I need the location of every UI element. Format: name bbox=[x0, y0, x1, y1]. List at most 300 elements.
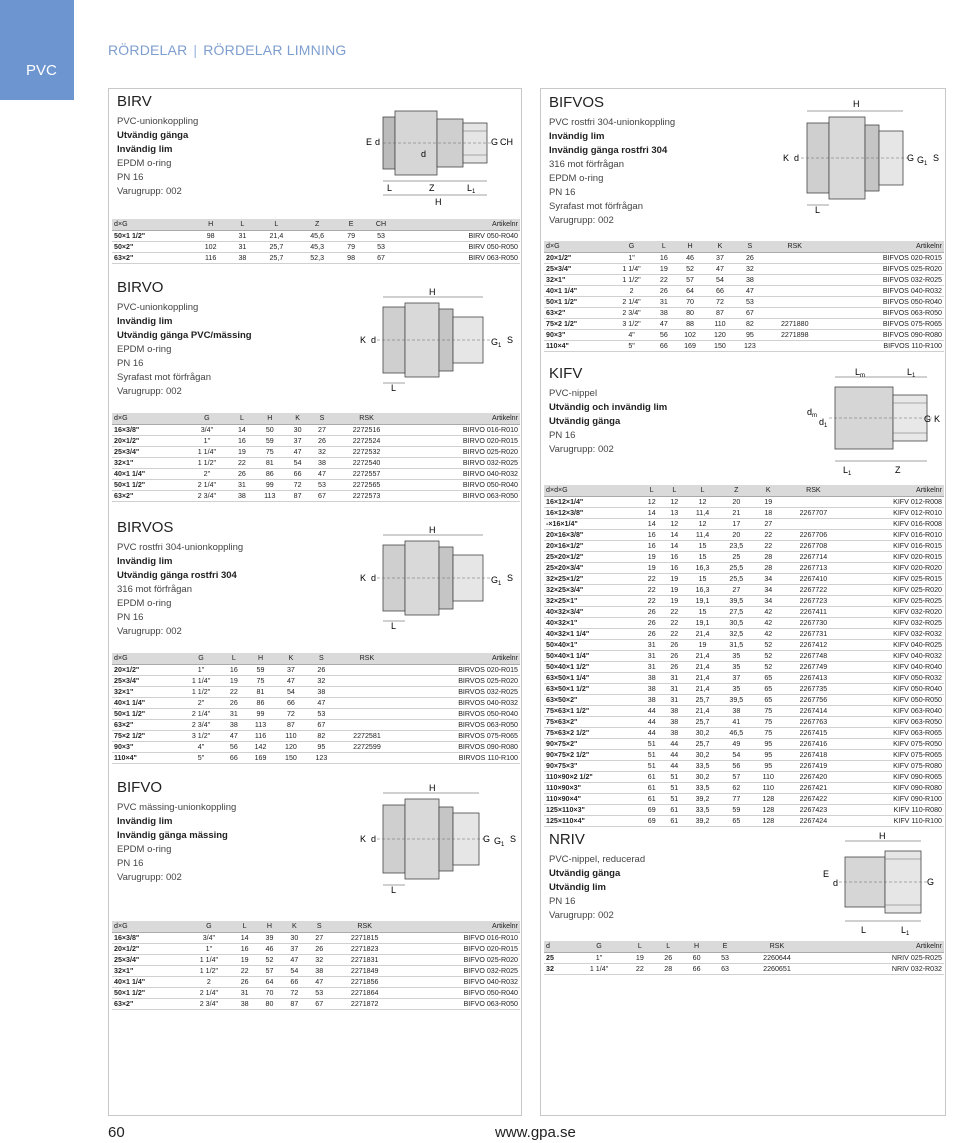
table-cell: 25×3/4" bbox=[112, 954, 186, 965]
table-cell bbox=[337, 719, 398, 730]
table-cell: 28 bbox=[753, 551, 783, 562]
table-cell: 2 bbox=[610, 285, 652, 296]
nriv-desc-line: Utvändig lim bbox=[549, 882, 607, 893]
footer-url[interactable]: www.gpa.se bbox=[495, 1124, 576, 1141]
table-cell: 41 bbox=[719, 716, 753, 727]
nriv-desc-line: PN 16 bbox=[549, 896, 576, 907]
column-header: K bbox=[282, 921, 307, 932]
table-cell bbox=[765, 252, 825, 263]
nriv-table bbox=[544, 941, 944, 975]
table-row bbox=[544, 749, 944, 760]
table-cell: 90×75×2" bbox=[544, 738, 640, 749]
table-cell: 75 bbox=[753, 716, 783, 727]
column-header: L bbox=[663, 485, 686, 496]
table-cell: 2260644 bbox=[739, 952, 815, 963]
table-cell: 27 bbox=[719, 584, 753, 595]
table-cell: 2 3/4" bbox=[610, 307, 652, 318]
table-cell: 2267421 bbox=[783, 782, 843, 793]
table-cell: 61 bbox=[663, 815, 686, 826]
birvos-desc-line: Invändig lim bbox=[117, 556, 173, 567]
table-cell: 21 bbox=[719, 507, 753, 518]
table-cell: 1 1/4" bbox=[184, 446, 230, 457]
column-header: E bbox=[338, 219, 365, 230]
table-cell: 44 bbox=[640, 727, 663, 738]
table-cell: BIRV 050-R050 bbox=[397, 241, 520, 252]
table-cell: 27 bbox=[307, 932, 332, 943]
nriv-dim-l: L bbox=[861, 925, 867, 935]
table-cell: 50×1 1/2" bbox=[112, 708, 180, 719]
table-cell: 4" bbox=[180, 741, 223, 752]
table-row bbox=[544, 639, 944, 650]
table-cell: 2272540 bbox=[334, 457, 399, 468]
table-cell: BIFVOS 020-R015 bbox=[825, 252, 944, 263]
table-cell: 2271823 bbox=[332, 943, 398, 954]
birvos-title: BIRVOS bbox=[117, 519, 174, 536]
table-cell: 22 bbox=[222, 686, 245, 697]
table-cell: KIFV 090-R100 bbox=[843, 793, 944, 804]
table-cell: 31 bbox=[229, 241, 256, 252]
table-cell: BIFVO 050-R040 bbox=[398, 987, 520, 998]
table-row bbox=[544, 252, 944, 263]
column-header: Artikelnr bbox=[399, 413, 520, 424]
table-cell: KIFV 040-R025 bbox=[843, 639, 944, 650]
birv-desc-line: PN 16 bbox=[117, 172, 144, 183]
bifvo-dim-d: d bbox=[371, 834, 377, 844]
table-cell: 75×2 1/2" bbox=[112, 730, 180, 741]
table-cell: 22 bbox=[653, 274, 675, 285]
table-cell: 52 bbox=[675, 263, 705, 274]
table-cell: 87 bbox=[285, 490, 309, 501]
table-cell: 38 bbox=[663, 727, 686, 738]
table-cell: 99 bbox=[245, 708, 275, 719]
table-cell: 40×1 1/4" bbox=[544, 285, 610, 296]
table-cell: 2267763 bbox=[783, 716, 843, 727]
table-cell: BIFVOS 110-R100 bbox=[825, 340, 944, 351]
table-cell: 25 bbox=[544, 952, 572, 963]
table-row bbox=[544, 672, 944, 683]
table-cell: 47 bbox=[306, 697, 336, 708]
birvo-dim-d: d bbox=[371, 335, 377, 345]
table-cell bbox=[765, 307, 825, 318]
table-cell: 46 bbox=[675, 252, 705, 263]
column-header: G bbox=[186, 921, 233, 932]
table-cell: NRIV 025-R025 bbox=[815, 952, 944, 963]
table-cell: 120 bbox=[276, 741, 306, 752]
table-cell: 67 bbox=[306, 719, 336, 730]
table-cell: 2271880 bbox=[765, 318, 825, 329]
table-cell bbox=[765, 296, 825, 307]
kifv-desc-line: PN 16 bbox=[549, 430, 576, 441]
table-cell: 39 bbox=[257, 932, 282, 943]
table-cell: 45,3 bbox=[297, 241, 338, 252]
table-cell: 125×110×3" bbox=[544, 804, 640, 815]
left-panel bbox=[108, 88, 522, 1116]
table-row bbox=[544, 815, 944, 826]
table-cell: 32 bbox=[735, 263, 765, 274]
table-cell: 16 bbox=[232, 943, 257, 954]
table-cell: 1 1/4" bbox=[610, 263, 652, 274]
table-cell: 26 bbox=[232, 976, 257, 987]
table-cell: 1 1/4" bbox=[186, 954, 233, 965]
column-header: K bbox=[705, 241, 735, 252]
bifvos-dim-d: d bbox=[794, 153, 800, 163]
table-cell: KIFV 050-R032 bbox=[843, 672, 944, 683]
table-cell: 16 bbox=[653, 252, 675, 263]
table-cell: 1" bbox=[610, 252, 652, 263]
table-cell: 22 bbox=[640, 573, 663, 584]
birvos-table bbox=[112, 653, 520, 764]
bifvos-title: BIFVOS bbox=[549, 94, 605, 111]
table-cell: KIFV 050-R050 bbox=[843, 694, 944, 705]
table-cell: 72 bbox=[282, 987, 307, 998]
column-header: H bbox=[675, 241, 705, 252]
table-row bbox=[544, 318, 944, 329]
table-cell bbox=[783, 518, 843, 529]
table-cell: 65 bbox=[753, 683, 783, 694]
table-cell: 56 bbox=[719, 760, 753, 771]
table-cell: 26 bbox=[663, 639, 686, 650]
birv-section bbox=[117, 93, 357, 199]
table-cell: 20×1/2" bbox=[112, 943, 186, 954]
table-cell: 75 bbox=[254, 446, 285, 457]
table-cell: BIFVOS 090-R080 bbox=[825, 329, 944, 340]
table-cell: 38 bbox=[640, 683, 663, 694]
table-row bbox=[112, 719, 520, 730]
table-cell: 26 bbox=[306, 664, 336, 675]
table-cell: 22 bbox=[753, 540, 783, 551]
birvo-desc-line: PVC-unionkoppling bbox=[117, 302, 199, 313]
table-cell: 2267410 bbox=[783, 573, 843, 584]
kifv-desc-line: Utvändig och invändig lim bbox=[549, 402, 668, 413]
table-cell: 2267416 bbox=[783, 738, 843, 749]
column-header: d×G bbox=[112, 921, 186, 932]
table-cell: 32,5 bbox=[719, 628, 753, 639]
table-cell: 32×25×3/4" bbox=[544, 584, 640, 595]
table-row bbox=[112, 730, 520, 741]
table-cell: BIFVO 025-R020 bbox=[398, 954, 520, 965]
kifv-dim-lt: $L_1$ bbox=[843, 465, 852, 477]
table-cell: 16 bbox=[640, 540, 663, 551]
column-header: RSK bbox=[765, 241, 825, 252]
table-cell: BIRV 050-R040 bbox=[397, 230, 520, 241]
table-cell: 53 bbox=[306, 708, 336, 719]
table-cell: 2267730 bbox=[783, 617, 843, 628]
bifvos-drawing bbox=[779, 97, 943, 213]
birv-desc-line: Varugrupp: 002 bbox=[117, 186, 182, 197]
table-cell: 38 bbox=[640, 672, 663, 683]
table-cell: 26 bbox=[653, 285, 675, 296]
table-row bbox=[544, 727, 944, 738]
column-header: Artikelnr bbox=[397, 219, 520, 230]
column-header: L bbox=[232, 921, 257, 932]
table-cell: 75×63×2" bbox=[544, 716, 640, 727]
table-cell: 44 bbox=[640, 716, 663, 727]
table-cell: 110 bbox=[753, 782, 783, 793]
column-header: RSK bbox=[783, 485, 843, 496]
table-cell: 47 bbox=[285, 446, 309, 457]
breadcrumb-item: RÖRDELAR bbox=[108, 42, 188, 58]
table-row bbox=[112, 987, 520, 998]
table-cell: 19 bbox=[686, 639, 720, 650]
table-cell: 65 bbox=[753, 672, 783, 683]
table-cell: 123 bbox=[306, 752, 336, 763]
birv-dim-l: L bbox=[387, 183, 393, 193]
table-cell: 35 bbox=[719, 650, 753, 661]
table-cell: 16×3/8" bbox=[112, 932, 186, 943]
table-cell: KIFV 016-R008 bbox=[843, 518, 944, 529]
bifvos-dim-l: L bbox=[815, 205, 821, 215]
column-header: d×G bbox=[112, 413, 184, 424]
table-cell: 26 bbox=[310, 435, 334, 446]
column-header: Artikelnr bbox=[815, 941, 944, 952]
table-cell: KIFV 012-R008 bbox=[843, 496, 944, 507]
table-cell: 53 bbox=[310, 479, 334, 490]
table-header-row bbox=[112, 921, 520, 932]
table-cell: 63×2" bbox=[112, 490, 184, 501]
table-cell: 31,5 bbox=[719, 639, 753, 650]
table-cell: 142 bbox=[245, 741, 275, 752]
table-cell: 14 bbox=[663, 540, 686, 551]
bifvos-desc-line: EPDM o-ring bbox=[549, 173, 604, 184]
table-cell: 31 bbox=[640, 639, 663, 650]
table-cell: NRIV 032-R032 bbox=[815, 963, 944, 974]
pvc-tab bbox=[0, 0, 74, 100]
column-header: L bbox=[654, 941, 682, 952]
table-cell: 113 bbox=[254, 490, 285, 501]
table-cell: BIRVO 020-R015 bbox=[399, 435, 520, 446]
table-cell: KIFV 032-R025 bbox=[843, 617, 944, 628]
table-cell: 77 bbox=[719, 793, 753, 804]
table-cell: 2267707 bbox=[783, 507, 843, 518]
table-cell: 19 bbox=[222, 675, 245, 686]
table-cell: 52 bbox=[753, 650, 783, 661]
birvo-title: BIRVO bbox=[117, 279, 164, 296]
table-cell: 1 1/2" bbox=[184, 457, 230, 468]
table-cell: BIFVO 020-R015 bbox=[398, 943, 520, 954]
table-cell: KIFV 020-R015 bbox=[843, 551, 944, 562]
table-cell: 40×32×3/4" bbox=[544, 606, 640, 617]
column-header: L bbox=[626, 941, 654, 952]
bifvos-desc-line: PN 16 bbox=[549, 187, 576, 198]
nriv-dim-d: d bbox=[833, 878, 839, 888]
table-header-row bbox=[544, 485, 944, 496]
table-row bbox=[112, 490, 520, 501]
table-row bbox=[544, 606, 944, 617]
table-cell: 30,2 bbox=[686, 727, 720, 738]
birvo-drawing bbox=[357, 287, 519, 391]
table-cell: 38 bbox=[230, 490, 254, 501]
column-header: Artikelnr bbox=[397, 653, 520, 664]
table-cell: 16 bbox=[230, 435, 254, 446]
table-cell: 20×1/2" bbox=[112, 664, 180, 675]
table-cell: 35 bbox=[719, 683, 753, 694]
table-cell: 16,3 bbox=[686, 562, 720, 573]
nriv-dim-e: E bbox=[823, 869, 830, 879]
table-cell: 81 bbox=[245, 686, 275, 697]
table-cell: 32×1" bbox=[544, 274, 610, 285]
table-row bbox=[544, 573, 944, 584]
table-row bbox=[544, 285, 944, 296]
column-header: RSK bbox=[739, 941, 815, 952]
bifvos-desc-line: Varugrupp: 002 bbox=[549, 215, 614, 226]
table-row bbox=[544, 963, 944, 974]
table-cell: 31 bbox=[230, 479, 254, 490]
table-cell: 20×1/2" bbox=[544, 252, 610, 263]
table-header-row bbox=[112, 413, 520, 424]
table-cell: 110 bbox=[276, 730, 306, 741]
table-cell: 90×75×3" bbox=[544, 760, 640, 771]
table-cell: 53 bbox=[365, 241, 398, 252]
table-row bbox=[112, 697, 520, 708]
birv-dim-z: Z bbox=[429, 183, 435, 193]
table-cell: 14 bbox=[230, 424, 254, 435]
column-header: H bbox=[254, 413, 285, 424]
page-number: 60 bbox=[108, 1124, 125, 1141]
table-cell: 82 bbox=[735, 318, 765, 329]
table-row bbox=[544, 650, 944, 661]
table-cell: 26 bbox=[735, 252, 765, 263]
bifvos-dim-k: K bbox=[783, 153, 790, 163]
table-cell: BIFVO 032-R025 bbox=[398, 965, 520, 976]
table-cell: 99 bbox=[254, 479, 285, 490]
birvo-desc-line: EPDM o-ring bbox=[117, 344, 172, 355]
table-cell: 56 bbox=[222, 741, 245, 752]
table-cell: 67 bbox=[307, 998, 332, 1009]
table-cell: 125×110×4" bbox=[544, 815, 640, 826]
table-cell: 19,1 bbox=[686, 595, 720, 606]
table-cell: BIRVOS 063-R050 bbox=[397, 719, 520, 730]
bifvo-table bbox=[112, 921, 520, 1010]
table-cell: 2267731 bbox=[783, 628, 843, 639]
table-cell: 25×20×3/4" bbox=[544, 562, 640, 573]
table-cell: KIFV 040-R040 bbox=[843, 661, 944, 672]
table-cell: 25×3/4" bbox=[112, 446, 184, 457]
table-cell: KIFV 090-R080 bbox=[843, 782, 944, 793]
column-header: G bbox=[610, 241, 652, 252]
bifvo-title: BIFVO bbox=[117, 779, 163, 796]
table-cell: 60 bbox=[682, 952, 710, 963]
table-cell: KIFV 040-R032 bbox=[843, 650, 944, 661]
table-cell: 2272565 bbox=[334, 479, 399, 490]
table-cell: 37 bbox=[276, 664, 306, 675]
table-cell bbox=[337, 686, 398, 697]
table-row bbox=[544, 329, 944, 340]
table-cell: KIFV 016-R010 bbox=[843, 529, 944, 540]
table-cell: 22 bbox=[663, 606, 686, 617]
table-cell: 19 bbox=[653, 263, 675, 274]
table-cell: 2 1/4" bbox=[184, 479, 230, 490]
table-cell: 25,5 bbox=[719, 562, 753, 573]
table-cell bbox=[765, 285, 825, 296]
table-cell: 16 bbox=[222, 664, 245, 675]
table-cell: 33,5 bbox=[686, 804, 720, 815]
table-cell: 50×2" bbox=[112, 241, 193, 252]
table-cell: BIRVOS 040-R032 bbox=[397, 697, 520, 708]
bifvo-section bbox=[117, 779, 357, 885]
table-cell: 66 bbox=[653, 340, 675, 351]
column-header: H bbox=[682, 941, 710, 952]
table-cell: 2272557 bbox=[334, 468, 399, 479]
bifvos-desc-line: Syrafast mot förfrågan bbox=[549, 201, 643, 212]
table-cell: 19 bbox=[626, 952, 654, 963]
table-cell: 72 bbox=[276, 708, 306, 719]
birvos-desc-line: PN 16 bbox=[117, 612, 144, 623]
table-cell: 32×1" bbox=[112, 965, 186, 976]
table-cell: 25,7 bbox=[256, 252, 297, 263]
bifvos-dim-g: G bbox=[907, 153, 915, 163]
table-cell: 21,4 bbox=[686, 650, 720, 661]
table-cell: 26 bbox=[222, 697, 245, 708]
table-cell: 16×12×3/8" bbox=[544, 507, 640, 518]
table-cell: 19 bbox=[663, 573, 686, 584]
table-cell: 2272599 bbox=[337, 741, 398, 752]
table-cell: 1" bbox=[180, 664, 223, 675]
table-row bbox=[544, 661, 944, 672]
right-panel bbox=[540, 88, 946, 1116]
column-header: L bbox=[640, 485, 663, 496]
table-row bbox=[544, 296, 944, 307]
table-cell: BIFVOS 050-R040 bbox=[825, 296, 944, 307]
birvo-dim-k: K bbox=[360, 335, 367, 345]
table-cell: 16 bbox=[663, 562, 686, 573]
birv-desc-line: PVC-unionkoppling bbox=[117, 116, 199, 127]
table-cell: KIFV 110-R080 bbox=[843, 804, 944, 815]
table-cell: KIFV 025-R020 bbox=[843, 584, 944, 595]
table-cell: 47 bbox=[653, 318, 675, 329]
kifv-description bbox=[549, 387, 789, 457]
column-header: Artikelnr bbox=[825, 241, 944, 252]
table-cell: KIFV 063-R050 bbox=[843, 716, 944, 727]
table-cell: 25,7 bbox=[256, 241, 297, 252]
table-cell: 80 bbox=[257, 998, 282, 1009]
table-cell: 2267723 bbox=[783, 595, 843, 606]
table-cell: BIFVO 016-R010 bbox=[398, 932, 520, 943]
table-cell: BIRVOS 025-R020 bbox=[397, 675, 520, 686]
kifv-table bbox=[544, 485, 944, 827]
bifvos-dim-g1: $G_1$ bbox=[917, 155, 928, 167]
bifvo-desc-line: Varugrupp: 002 bbox=[117, 872, 182, 883]
table-cell: 90×3" bbox=[544, 329, 610, 340]
table-cell: 32 bbox=[310, 446, 334, 457]
table-row bbox=[544, 683, 944, 694]
table-cell: KIFV 110-R100 bbox=[843, 815, 944, 826]
table-cell: 19 bbox=[640, 551, 663, 562]
table-cell: 47 bbox=[276, 675, 306, 686]
table-cell: 2267419 bbox=[783, 760, 843, 771]
table-cell: 30,5 bbox=[719, 617, 753, 628]
birvo-desc-line: Varugrupp: 002 bbox=[117, 386, 182, 397]
table-cell: 70 bbox=[675, 296, 705, 307]
table-cell: 25 bbox=[719, 551, 753, 562]
bifvo-desc-line: Invändig gänga mässing bbox=[117, 830, 228, 841]
table-cell: 25×3/4" bbox=[544, 263, 610, 274]
birvo-description bbox=[117, 301, 357, 399]
column-header: G bbox=[572, 941, 625, 952]
table-cell: 31 bbox=[653, 296, 675, 307]
table-cell: 22 bbox=[626, 963, 654, 974]
table-cell: 2260651 bbox=[739, 963, 815, 974]
kifv-dim-dm: $d_m$ bbox=[807, 407, 818, 419]
column-header: Artikelnr bbox=[843, 485, 944, 496]
table-row bbox=[544, 307, 944, 318]
table-cell: 87 bbox=[282, 998, 307, 1009]
column-header: K bbox=[285, 413, 309, 424]
table-cell: 128 bbox=[753, 815, 783, 826]
table-cell: KIFV 063-R065 bbox=[843, 727, 944, 738]
table-cell: 21,4 bbox=[686, 683, 720, 694]
table-cell: 98 bbox=[338, 252, 365, 263]
birvo-dim-g: $G_1$ bbox=[491, 337, 502, 349]
